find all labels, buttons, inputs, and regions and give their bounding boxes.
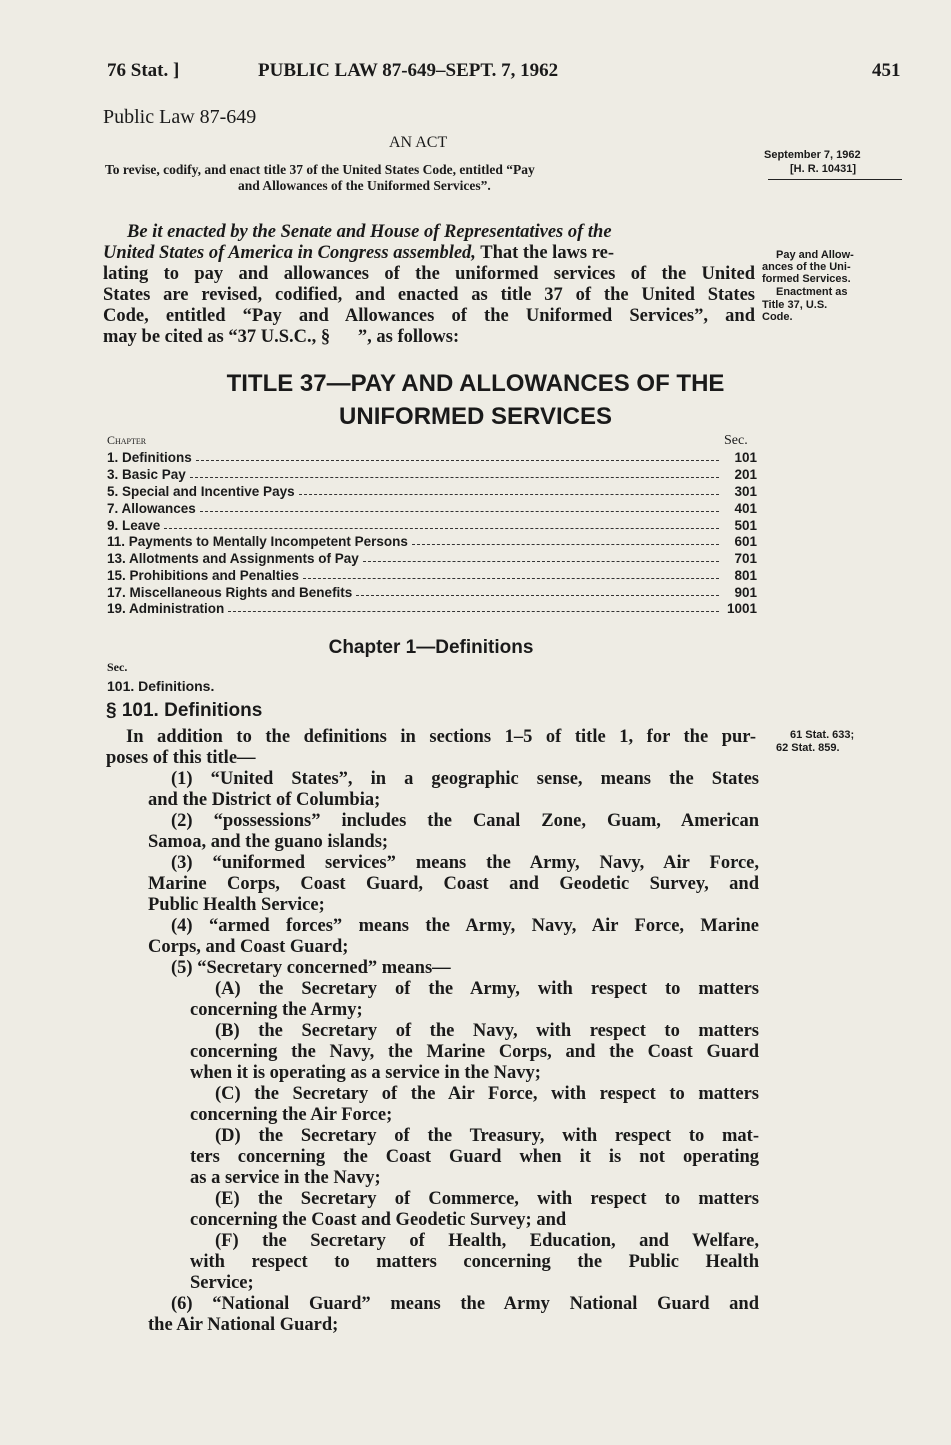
clause-e-line-2: concerning the Coast and Geodetic Survey; and bbox=[190, 1210, 567, 1230]
bill-number: [H. R. 10431] bbox=[790, 163, 857, 175]
intro-line-1: In addition to the definitions in sections 1–5 of title 1, for the pur- bbox=[126, 727, 756, 747]
toc-row: 17. Miscellaneous Rights and Benefits 901 bbox=[107, 585, 757, 600]
toc-row: 15. Prohibitions and Penalties 801 bbox=[107, 568, 757, 583]
stat-reference: 76 Stat. ] bbox=[107, 60, 180, 81]
clause-a-line-1: (A) the Secretary of the Army, with respect to matters bbox=[215, 979, 759, 999]
margin-stat-ref: 61 Stat. 633; bbox=[790, 729, 855, 741]
clause-d-line-2: ters concerning the Coast Guard when it is not operating bbox=[190, 1147, 759, 1167]
page-number: 451 bbox=[872, 60, 901, 81]
enacting-line-3: lating to pay and allowances of the uniformed services of the United bbox=[103, 264, 755, 284]
margin-note-line: Code. bbox=[762, 311, 793, 323]
margin-rule bbox=[768, 179, 902, 180]
margin-note-line: Title 37, U.S. bbox=[762, 299, 828, 311]
chapter-sec-item: 101. Definitions. bbox=[107, 678, 215, 694]
enacting-line-2: United States of America in Congress assembled, That the laws re- bbox=[103, 243, 615, 263]
margin-note-line: formed Services. bbox=[762, 273, 851, 285]
enacting-line-5: Code, entitled “Pay and Allowances of the Uniformed Services”, and bbox=[103, 306, 755, 326]
clause-f-line-3: Service; bbox=[190, 1273, 254, 1293]
clause-c-line-1: (C) the Secretary of the Air Force, with respect to matters bbox=[215, 1084, 759, 1104]
definition-4-line-2: Corps, and Coast Guard; bbox=[148, 937, 349, 957]
clause-c-line-2: concerning the Air Force; bbox=[190, 1105, 393, 1125]
clause-b-line-1: (B) the Secretary of the Navy, with respect to matters bbox=[215, 1021, 759, 1041]
an-act-label: AN ACT bbox=[389, 134, 448, 151]
title-heading-line-1: TITLE 37—PAY AND ALLOWANCES OF THE bbox=[226, 370, 725, 397]
running-title: PUBLIC LAW 87-649–SEPT. 7, 1962 bbox=[258, 60, 559, 81]
toc-row: 7. Allowances 401 bbox=[107, 501, 757, 516]
clause-d-line-3: as a service in the Navy; bbox=[190, 1168, 381, 1188]
definition-1-line-1: (1) “United States”, in a geographic sense, means the States bbox=[171, 769, 759, 789]
chapter-1-heading: Chapter 1—Definitions bbox=[328, 637, 534, 658]
toc-row: 1. Definitions 101 bbox=[107, 450, 757, 465]
toc-row: 11. Payments to Mentally Incompetent Persons 601 bbox=[107, 534, 757, 549]
toc-row: 3. Basic Pay 201 bbox=[107, 467, 757, 482]
intro-line-2: poses of this title— bbox=[106, 748, 256, 768]
public-law-number: Public Law 87-649 bbox=[103, 106, 257, 128]
toc-row: 5. Special and Incentive Pays 301 bbox=[107, 484, 757, 499]
definition-4-line-1: (4) “armed forces” means the Army, Navy, Air Force, Marine bbox=[171, 916, 759, 936]
chapter-sec-label: Sec. bbox=[107, 660, 128, 674]
clause-f-line-2: with respect to matters concerning the Public Health bbox=[190, 1252, 759, 1272]
margin-note-line: Pay and Allow- bbox=[776, 249, 854, 261]
margin-note-line: Enactment as bbox=[776, 286, 848, 298]
title-heading-line-2: UNIFORMED SERVICES bbox=[339, 403, 612, 430]
enacting-line-1: Be it enacted by the Senate and House of Representatives of the bbox=[127, 222, 612, 242]
definition-2-line-2: Samoa, and the guano islands; bbox=[148, 832, 389, 852]
toc-chapter-header: Chapter bbox=[107, 433, 147, 447]
definition-3-line-3: Public Health Service; bbox=[148, 895, 325, 915]
clause-a-line-2: concerning the Army; bbox=[190, 1000, 363, 1020]
enactment-date: September 7, 1962 bbox=[764, 149, 861, 161]
definition-6-line-1: (6) “National Guard” means the Army National Guard and bbox=[171, 1294, 759, 1314]
act-purpose-line-1: To revise, codify, and enact title 37 of the United States Code, entitled “Pay bbox=[105, 162, 535, 177]
definition-3-line-1: (3) “uniformed services” means the Army, Navy, Air Force, bbox=[171, 853, 759, 873]
definition-2-line-1: (2) “possessions” includes the Canal Zone, Guam, American bbox=[171, 811, 759, 831]
toc-row: 19. Administration 1001 bbox=[107, 601, 757, 616]
definition-5-line: (5) “Secretary concerned” means— bbox=[171, 958, 451, 978]
margin-stat-ref: 62 Stat. 859. bbox=[776, 742, 840, 754]
clause-f-line-1: (F) the Secretary of Health, Education, and Welfare, bbox=[215, 1231, 759, 1251]
definition-1-line-2: and the District of Columbia; bbox=[148, 790, 381, 810]
clause-e-line-1: (E) the Secretary of Commerce, with respect to matters bbox=[215, 1189, 759, 1209]
margin-note-line: ances of the Uni- bbox=[762, 261, 851, 273]
toc-row: 13. Allotments and Assignments of Pay 701 bbox=[107, 551, 757, 566]
definition-3-line-2: Marine Corps, Coast Guard, Coast and Geodetic Survey, and bbox=[148, 874, 759, 894]
enacting-line-6: may be cited as “37 U.S.C., § ”, as follows: bbox=[103, 327, 460, 347]
clause-d-line-1: (D) the Secretary of the Treasury, with respect to mat- bbox=[215, 1126, 759, 1146]
clause-b-line-3: when it is operating as a service in the Navy; bbox=[190, 1063, 541, 1083]
act-purpose-line-2: and Allowances of the Uniformed Services”. bbox=[238, 178, 491, 193]
section-101-heading: § 101. Definitions bbox=[106, 700, 263, 721]
clause-b-line-2: concerning the Navy, the Marine Corps, and the Coast Guard bbox=[190, 1042, 759, 1062]
definition-6-line-2: the Air National Guard; bbox=[148, 1315, 339, 1335]
enacting-line-4: States are revised, codified, and enacted as title 37 of the United States bbox=[103, 285, 755, 305]
toc-sec-header: Sec. bbox=[724, 433, 748, 448]
toc-row: 9. Leave 501 bbox=[107, 518, 757, 533]
